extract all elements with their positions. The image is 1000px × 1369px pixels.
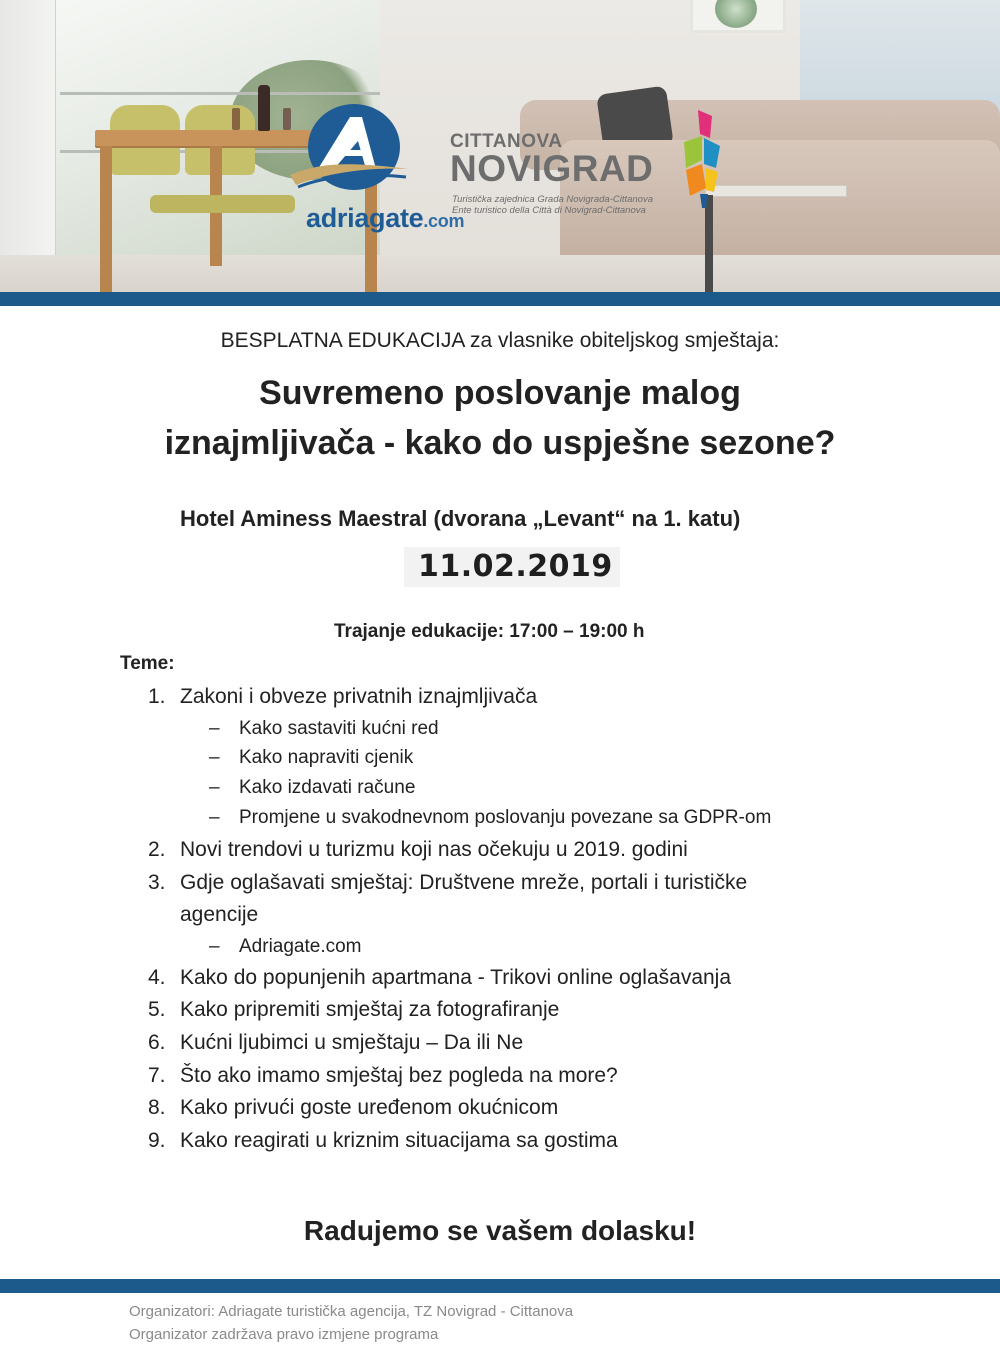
list-item: 2. Novi trendovi u turizmu koji nas očekuju u 2019. godini — [148, 838, 688, 861]
balcony-rail — [60, 92, 390, 95]
adriagate-logo-text: adriagate.com — [306, 203, 465, 233]
coffee-table — [705, 185, 847, 197]
list-item: 3. Gdje oglašavati smještaj: Društvene mreže, portali i turističke — [148, 871, 748, 894]
list-item: 7. Što ako imamo smještaj bez pogleda na more? — [148, 1064, 618, 1087]
kitchen-cabinet — [0, 0, 56, 293]
event-subtitle: BESPLATNA EDUKACIJA za vlasnike obiteljskog smještaja: — [220, 329, 780, 352]
footer-organizers: Organizatori: Adriagate turistička agencija, TZ Novigrad - Cittanova — [129, 1303, 574, 1320]
adriagate-a-logo-icon — [288, 103, 410, 199]
list-subitem: – Kako izdavati račune — [209, 777, 416, 798]
footer-disclaimer: Organizator zadržava pravo izmjene programa — [129, 1326, 439, 1343]
top-divider-bar — [0, 292, 1000, 306]
bottom-divider-bar — [0, 1279, 1000, 1293]
succulent-picture-icon — [715, 0, 757, 28]
list-subitem: – Kako sastaviti kućni red — [209, 718, 439, 739]
floor — [0, 255, 1000, 293]
list-subitem: – Promjene u svakodnevnom poslovanju povezane sa GDPR-om — [209, 807, 772, 828]
list-item: 9. Kako reagirati u kriznim situacijama sa gostima — [148, 1129, 618, 1152]
chair-seat — [215, 195, 295, 213]
event-duration: Trajanje edukacije: 17:00 – 19:00 h — [334, 621, 645, 642]
list-item: 5. Kako pripremiti smještaj za fotografiranje — [148, 998, 560, 1021]
list-item-continuation: agencije — [180, 903, 259, 926]
wall-picture — [690, 0, 786, 33]
wine-glass — [232, 108, 240, 130]
novigrad-logo-novigrad: NOVIGRAD — [450, 148, 654, 189]
event-venue: Hotel Aminess Maestral (dvorana „Levant“ na 1. katu) — [180, 506, 741, 531]
list-item: 8. Kako privući goste uređenom okućnicom — [148, 1096, 559, 1119]
topics-heading: Teme: — [120, 653, 175, 674]
closing-message: Radujemo se vašem dolasku! — [303, 1215, 697, 1246]
list-item: 1. Zakoni i obveze privatnih iznajmljivača — [148, 685, 538, 708]
list-subitem: – Kako napraviti cjenik — [209, 747, 414, 768]
novigrad-logo-tagline-it: Ente turistico della Città di Novigrad-Cittanova — [452, 205, 646, 216]
table-leg — [100, 146, 112, 293]
list-item: 6. Kućni ljubimci u smještaju – Da ili Ne — [148, 1031, 524, 1054]
novigrad-logo-tagline-hr: Turistička zajednica Grada Novigrada-Cittanova — [452, 194, 653, 205]
event-title-line2: iznajmljivača - kako do uspješne sezone? — [164, 424, 836, 462]
novigrad-logo-cittanova: CITTANOVA — [450, 131, 563, 152]
coffee-table-leg — [705, 195, 713, 293]
event-title-line1: Suvremeno poslovanje malog — [259, 374, 741, 412]
list-item: 4. Kako do popunjenih apartmana - Trikovi online oglašavanja — [148, 966, 732, 989]
event-date: 11.02.2019 — [418, 549, 613, 584]
event-title — [0, 368, 1000, 468]
list-subitem: – Adriagate.com — [209, 936, 362, 957]
wine-bottle — [258, 85, 270, 131]
novigrad-emblem-icon — [676, 108, 726, 208]
